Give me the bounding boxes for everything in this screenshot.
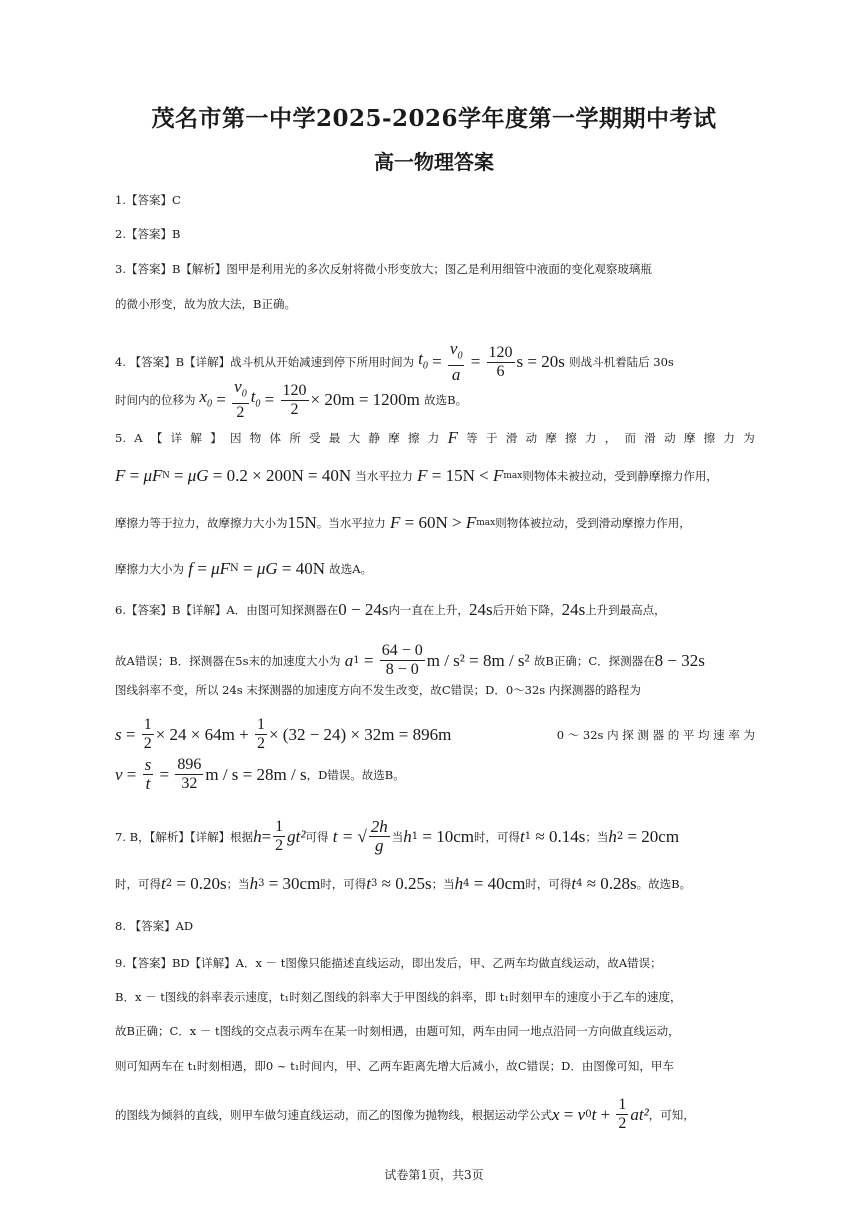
answer-5-token: 擦 [565,431,577,445]
answer-5-line-3: 摩擦力等于拉力，故摩擦力大小为 15N 。当水平拉力 F = 60N > F max 则物体被拉动，受到滑动摩擦力作用， [115,513,691,532]
answer-5-token: 摩 [388,431,400,445]
answer-4-line-1: 4. 【答案】B【详解】战斗机从开始减速到停下所用时间为 $t_0$ = $\frac{v_0}{a}$ = $\frac{120}{6}$ s = 20s 则战斗机着陆后 30s [115,339,674,385]
answer-6-line-2: 故A错误；B．探测器在5s末的加速度大小为 a 1 = $\frac{64 - 0}{8 - 0}$ m / s² = 8m / s² 故B正确；C．探测器在 8 − 32s [115,642,705,678]
answer-5-token: 力 [584,431,597,445]
answer-2: 2.【答案】B [115,227,181,241]
answer-9-line-3: 故B正确；C．x － t图线的交点表示两车在某一时刻相遇，由题可知，两车由同一地点沿同一方向做直线运动， [115,1024,680,1038]
exam-title: 茂名市第一中学2025-2026学年度第一学期期中考试 [151,105,717,132]
answer-5-token: 最 [328,431,341,445]
answer-5-token: 大 [348,431,361,445]
answer-5-token: 动 [525,431,538,445]
answer-5-token: F [447,428,458,447]
answer-5-token: 摩 [683,431,696,445]
answer-6-line-5: v = $\frac{s}{t}$ = $\frac{896}{32}$ m / s = 28m / s ，D错误。故选B。 [115,755,405,793]
answer-8: 8. 【答案】AD [115,919,194,933]
answer-3-line-2: 的微小形变，故为放大法，B正确。 [115,297,296,311]
exam-subtitle: 高一物理答案 [374,150,494,174]
answer-4-line-2: 时间内的位移为 $x_0$ = $\frac{v_0}{2}$ $t_0$ = $\frac{120}{2}$ × 20m = 1200m 故选B。 [115,377,468,422]
answer-6-line-1: 6.【答案】B【详解】A．由图可知探测器在 0 − 24s 内一直在上升， 24s 后开始下降， 24s 上升到最高点， [115,600,666,619]
answer-9-line-4: 则可知两车在 t₁时刻相遇，即0 ~ t₁时间内，甲、乙两车距离先增大后减小，故C错误；D．由图像可知，甲车 [115,1059,674,1073]
answer-5-token: 擦 [408,431,420,445]
answer-5-token: 详 [170,431,183,445]
answer-5-token: 滑 [644,431,656,445]
answer-5-token: ， [604,431,617,445]
answer-5-token: 物 [249,431,262,445]
answer-5-token: 因 [229,431,242,445]
answer-5-token: 力 [427,431,440,445]
answer-6-line-3: 图线斜率不变，所以 24s 末探测器的加速度方向不发生改变，故C错误；D．0～32s 内探测器的路程为 [115,683,641,697]
answer-3-line-1: 3.【答案】B【解析】图甲是利用光的多次反射将微小形变放大；图乙是利用细管中液面的变化观察玻璃瓶 [115,262,652,276]
answer-5-token: 【 [150,431,163,445]
answer-5-token: 动 [664,431,676,445]
answer-7-line-2: 时，可得 t 2 = 0.20s ；当 h 3 = 30cm 时，可得 t 3 ≈ 0.25s ；当 h 4 = 40cm 时，可得 t 4 ≈ 0.28s 。故选B。 [115,874,692,893]
answer-9-line-1: 9.【答案】BD【详解】A．x － t图像只能描述直线运动，即出发后，甲、乙两车均做直线运动，故A错误； [115,956,662,970]
answer-9-line-5: 的图线为倾斜的直线，则甲车做匀速直线运动，而乙的图像为抛物线，根据运动学公式 x = v 0 t + $\frac{1}{2}$ at² ，可知， [115,1096,695,1132]
answer-5-token: 5. [115,431,126,445]
answer-7-line-1: 7. B，【解析】【详解】根据 h = $\frac{1}{2}$ gt² 可得 t = √ $\frac{2h}{g}$ 当 h 1 = 10cm 时，可得 t 1 ≈ 0.14s ；当 h 2 = 20cm [115,817,680,855]
answer-5-token: 为 [743,431,755,445]
answer-5-token: 摩 [545,431,557,445]
answer-5-line-2: F = μF N = μG = 0.2 × 200N = 40N 当水平拉力 F = 15N < F max 则物体未被拉动，受到静摩擦力作用， [115,466,718,485]
answer-5-token: 】 [210,431,222,445]
answer-5-token: 受 [309,431,321,445]
answer-5-token: 解 [190,431,202,445]
answer-5-line-4: 摩擦力大小为 f = μF N = μG = 40N 故选A。 [115,559,373,578]
answer-5-token: 所 [289,431,301,445]
answer-5-line-1 [115,430,755,446]
page-footer: 试卷第1页，共3页 [384,1168,484,1182]
answer-5-token: 力 [723,431,735,445]
answer-5-token: 体 [269,431,282,445]
answer-5-token: 而 [624,431,636,445]
answer-5-token: 于 [486,431,498,445]
answer-9-line-2: B．x － t图线的斜率表示速度，t₁时刻乙图线的斜率大于甲图线的斜率，即 t₁时刻甲车的速度小于乙车的速度， [115,990,682,1004]
answer-6-line-4: s = $\frac{1}{2}$ × 24 × 64m + $\frac{1}{2}$ × (32 − 24) × 32m = 896m 0 ～ 32s 内 探 测 器 的 平 均 速 率 为 [115,716,755,752]
answer-5-token: 擦 [703,431,716,445]
answer-5-token: 滑 [505,431,518,445]
answer-5-token: 静 [368,431,380,445]
answer-5-token: A [134,431,143,445]
answer-1: 1.【答案】C [115,193,181,207]
answer-5-token: 等 [466,431,478,445]
